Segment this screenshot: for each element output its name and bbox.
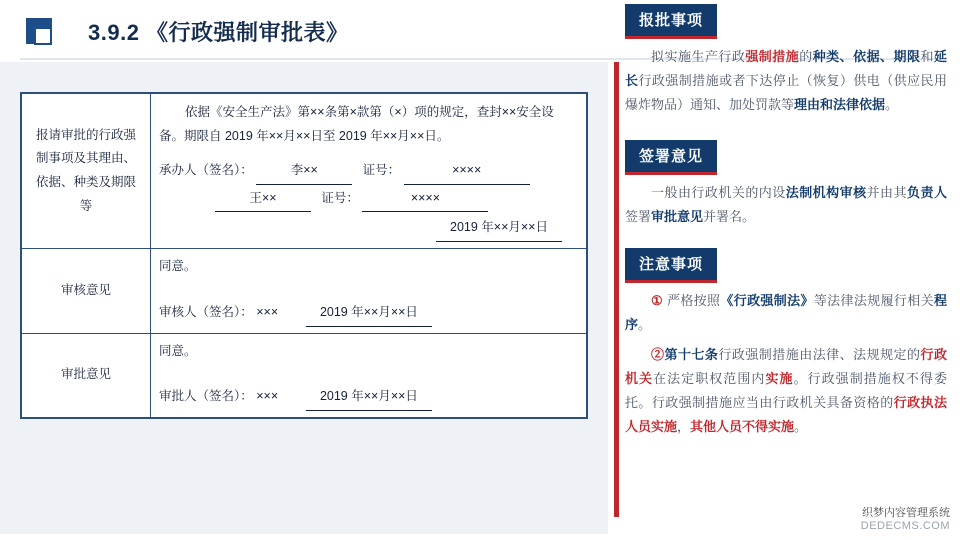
- approval-form-table: [20, 92, 588, 419]
- handler-name-2: 王××: [215, 187, 311, 213]
- note-tab-sign-opinion: 签署意见: [625, 140, 717, 175]
- approval-signature-line: [159, 385, 578, 411]
- note-text-caution-2: ②第十七条行政强制措施由法律、法规规定的行政机关在法定职权范围内实施。行政强制措施权不得委托。行政强制措施应当由行政机关具备资格的行政执法人员实施，其他人员不得实施。: [625, 347, 947, 435]
- handler-name: 李××: [256, 159, 352, 185]
- approval-signer-name: ×××: [256, 389, 279, 404]
- row-content-matter: [151, 93, 588, 249]
- handler-label: 承办人（签名）：: [159, 162, 253, 177]
- matter-paragraph: 依据《安全生产法》第××条第×款第（×）项的规定，查封××安全设备。期限自 2019 年××月××日至 2019 年××月××日。: [159, 105, 554, 144]
- watermark-line-1: 织梦内容管理系统: [862, 506, 950, 519]
- cert-no-2: ××××: [362, 187, 488, 213]
- note-block-cautions: [625, 248, 947, 439]
- review-date: 2019 年××月××日: [306, 301, 432, 327]
- cert-label: 证号：: [362, 162, 401, 177]
- note-text-sign-opinion: 一般由行政机关的内设法制机构审核并由其负责人签署审批意见并署名。: [625, 185, 947, 225]
- matter-date-value: 2019 年××月××日: [436, 216, 562, 242]
- row-label-matter: 报请审批的行政强制事项及其理由、依据、种类及期限等: [21, 93, 151, 249]
- watermark-line-2: DEDECMS.COM: [860, 520, 950, 533]
- matter-date: [159, 216, 578, 242]
- handler-signature-line: [159, 159, 578, 185]
- accent-bar: [614, 62, 619, 517]
- approval-opinion: 同意。: [159, 343, 197, 358]
- note-tab-cautions: 注意事项: [625, 248, 717, 283]
- table-row: [21, 93, 587, 249]
- row-content-approval: [151, 333, 588, 418]
- review-signature-line: [159, 301, 578, 327]
- handler-signature-line-2: [159, 187, 578, 213]
- row-content-review: [151, 249, 588, 334]
- square-logo-icon: [26, 18, 56, 48]
- approval-date: 2019 年××月××日: [306, 385, 432, 411]
- review-signer-name: ×××: [256, 304, 279, 319]
- bottom-bar: [0, 534, 960, 540]
- cert-no: ××××: [404, 159, 530, 185]
- table-row: [21, 249, 587, 334]
- note-text-report-matters: 拟实施生产行政强制措施的种类、依据、期限和延长行政强制措施或者下达停止（恢复）供电（供应民用爆炸物品）通知、加处罚款等理由和法律依据。: [625, 49, 947, 113]
- review-signer-label: 审核人（签名）：: [159, 304, 253, 319]
- row-label-review: 审核意见: [21, 249, 151, 334]
- cert-label-2: 证号：: [321, 190, 359, 205]
- note-block-sign-opinion: [625, 140, 947, 229]
- watermark: [861, 507, 950, 535]
- row-label-approval: 审批意见: [21, 333, 151, 418]
- page-title: 3.9.2 《行政强制审批表》: [88, 20, 349, 45]
- note-text-caution-1: ① 严格按照《行政强制法》等法律法规履行相关程序。: [625, 293, 947, 333]
- table-row: [21, 333, 587, 418]
- note-tab-report-matters: 报批事项: [625, 4, 717, 39]
- approval-signer-label: 审批人（签名）：: [159, 389, 253, 404]
- form-panel: [0, 62, 608, 540]
- note-block-report-matters: [625, 4, 947, 117]
- review-opinion: 同意。: [159, 259, 197, 273]
